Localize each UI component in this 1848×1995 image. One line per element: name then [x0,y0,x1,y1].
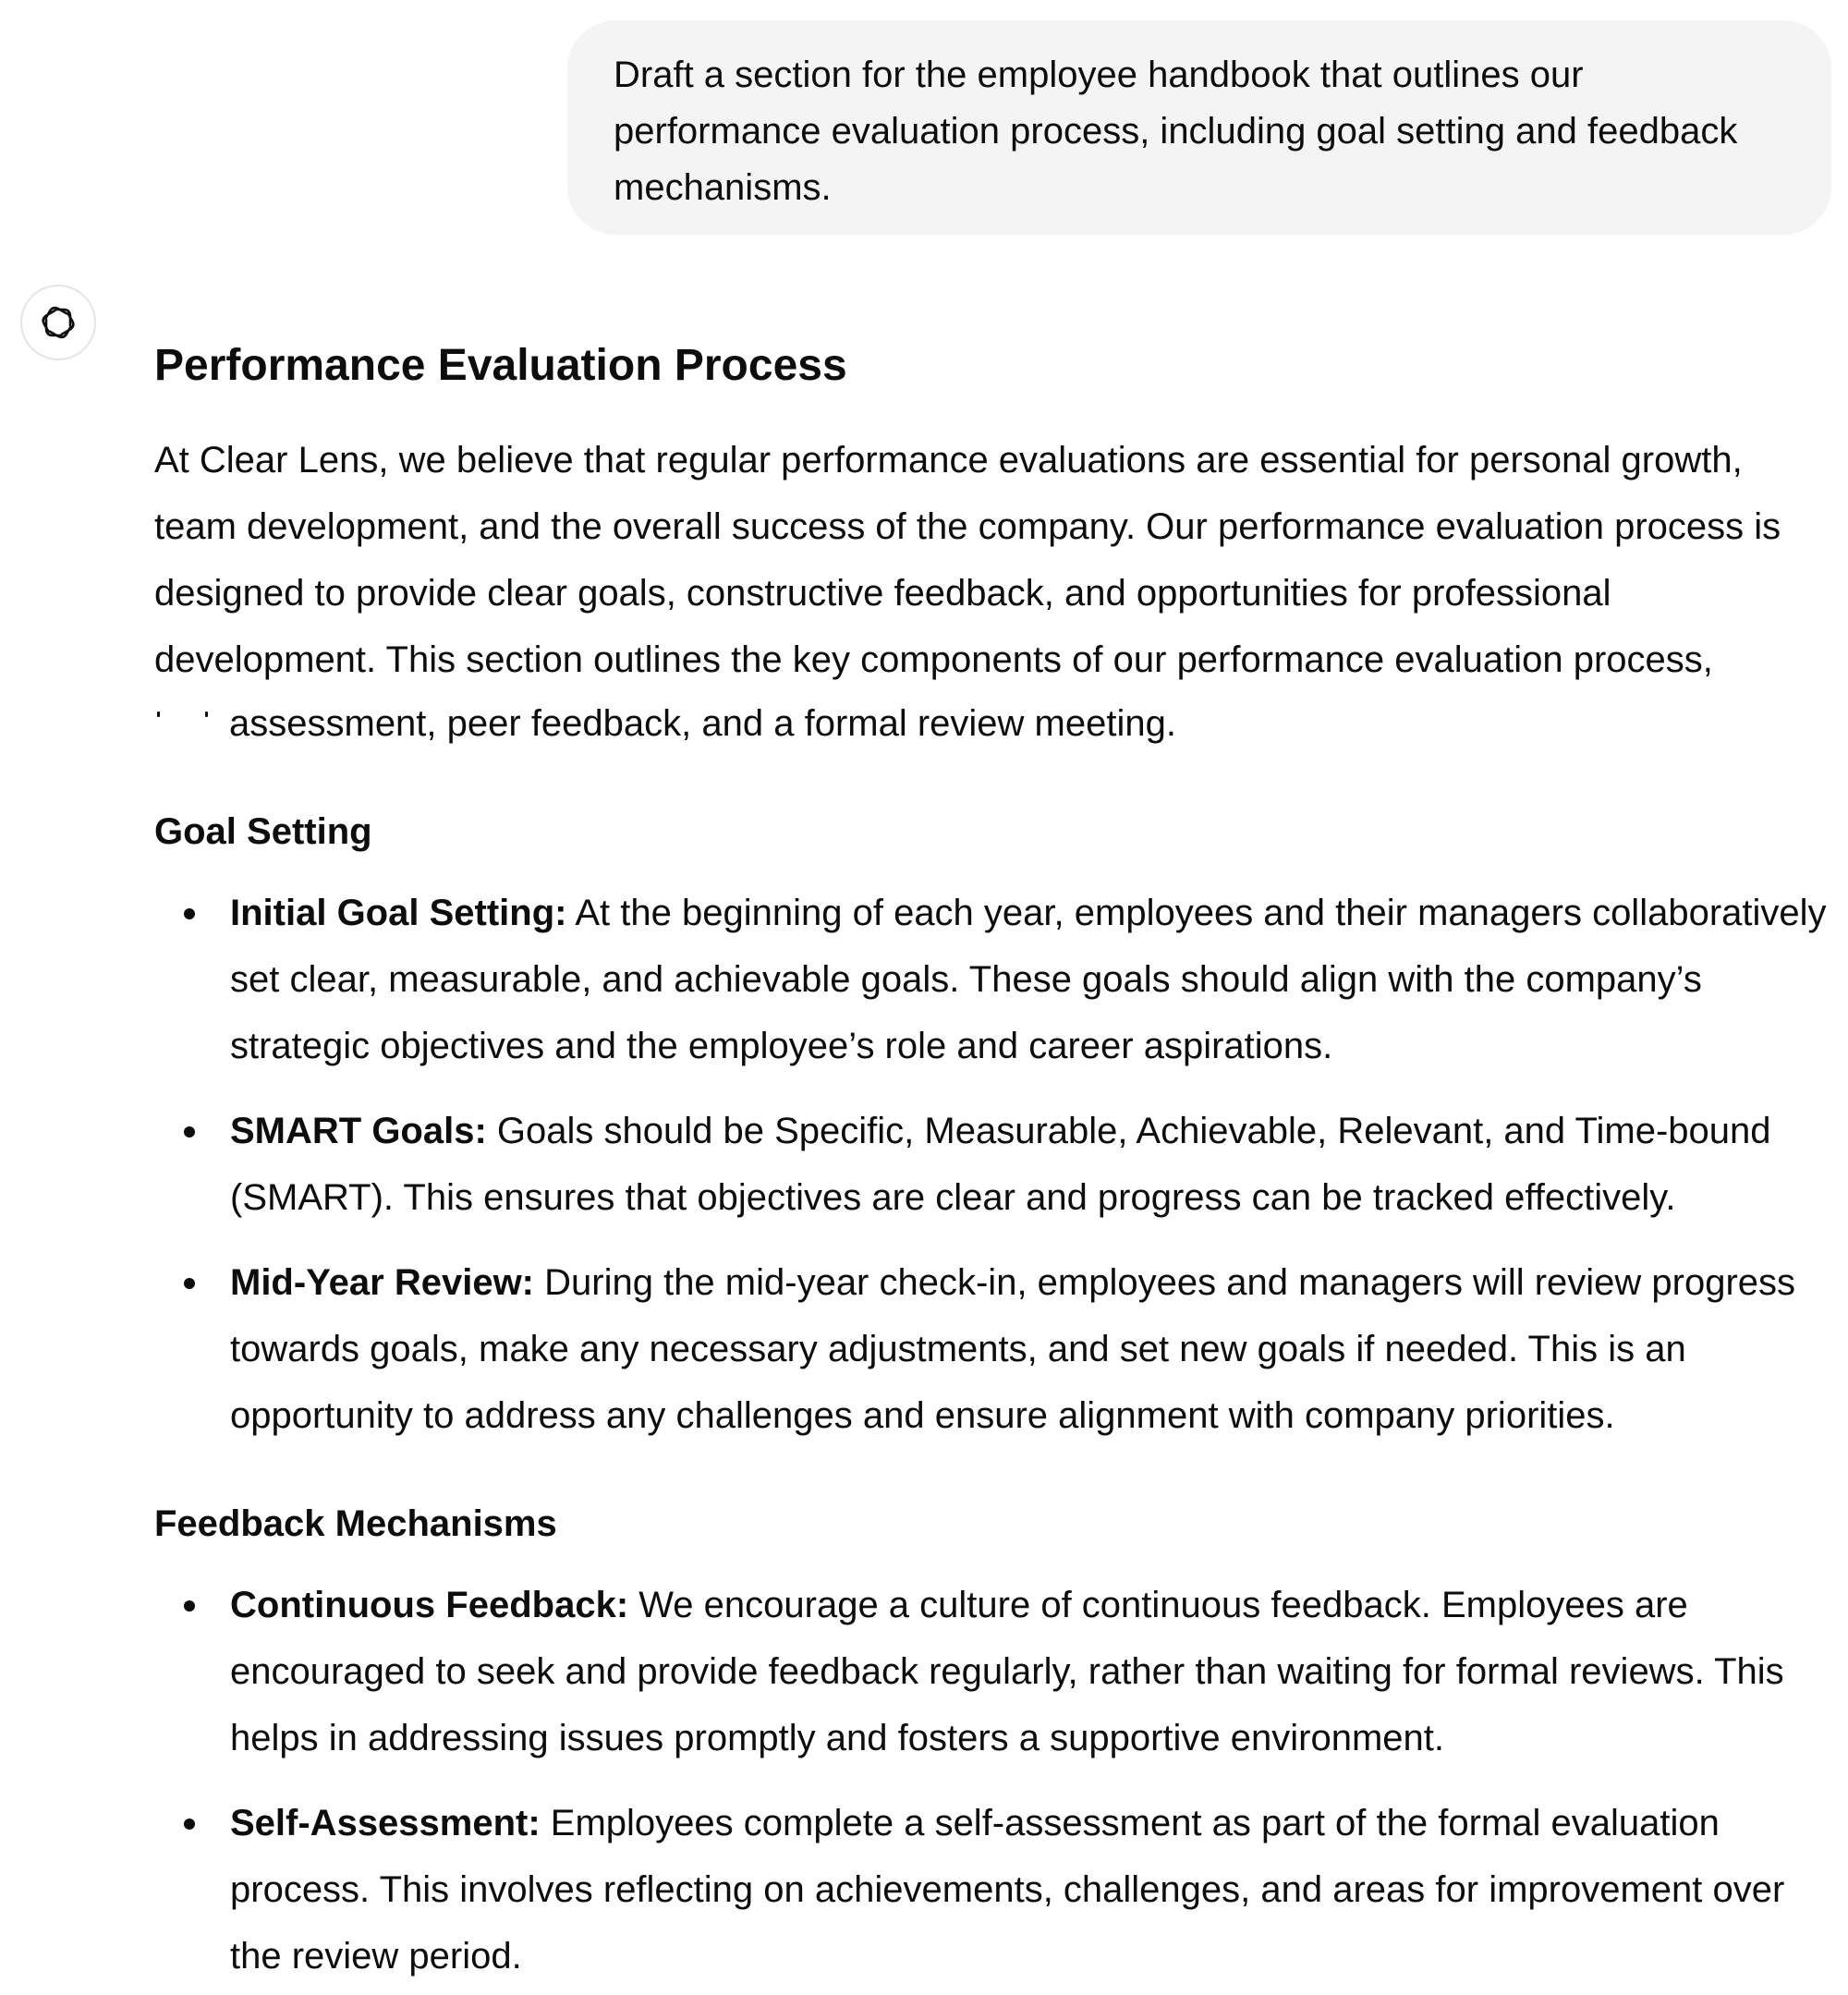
list-item [154,1790,1834,1989]
rendering-artifact [155,712,211,721]
item-label: SMART Goals: [230,1111,487,1151]
feedback-mechanisms-list [154,1572,1834,1995]
item-label: Initial Goal Setting: [230,893,567,933]
goal-setting-list [154,880,1834,1467]
response-title: Performance Evaluation Process [154,341,847,390]
list-item [154,1249,1834,1449]
item-label: Mid-Year Review: [230,1262,535,1303]
response-intro: At Clear Lens, we believe that regular performance evaluations are essential for personal growth, team development, and the overall success of the company. Our performance evaluation process is designed to provide clear goals, constructive feedback, and opportunities for professional development. This section outlines the key components of our performance evaluation process, [154,440,1781,680]
bullet-dot [184,1819,195,1830]
user-message-text: Draft a section for the employee handbook that outlines our performance evaluation process, including goal setting and feedback mechanisms. [614,55,1738,208]
section-heading-feedback-mechanisms: Feedback Mechanisms [154,1503,557,1544]
assistant-avatar [20,285,96,360]
list-item [154,1572,1834,1771]
item-label: Self-Assessment: [230,1803,541,1843]
item-text: We encourage a culture of continuous feedback. Employees are encouraged to seek and provide feedback regularly, rather than waiting for formal reviews. This helps in addressing issues promptly and fosters a supportive environment. [230,1585,1784,1758]
item-text: Employees complete a self-assessment as part of the formal evaluation process. This involves reflecting on achievements, challenges, and areas for improvement over the review period. [230,1803,1785,1977]
bullet-dot [184,1278,195,1289]
item-text: Goals should be Specific, Measurable, Achievable, Relevant, and Time-bound (SMART). This ensures that objectives are clear and progress can be tracked effectively. [230,1111,1771,1218]
openai-logo-icon [36,300,80,345]
user-message-bubble [567,20,1831,235]
bullet-dot [184,1600,195,1612]
list-item [154,880,1834,1079]
bullet-dot [184,1126,195,1137]
item-label: Continuous Feedback: [230,1585,629,1625]
list-item [154,1098,1834,1231]
response-intro-tail: assessment, peer feedback, and a formal review meeting. [229,703,1176,744]
item-text: During the mid-year check-in, employees and managers will review progress towards goals, make any necessary adjustments, and set new goals if needed. This is an opportunity to address any challenges and ensure alignment with company priorities. [230,1262,1796,1436]
bullet-dot [184,908,195,919]
item-text: At the beginning of each year, employees and their managers collaboratively set clear, measurable, and achievable goals. These goals should align with the company’s strategic objectives and the employee’s role and career aspirations. [230,893,1827,1066]
section-heading-goal-setting: Goal Setting [154,811,372,852]
